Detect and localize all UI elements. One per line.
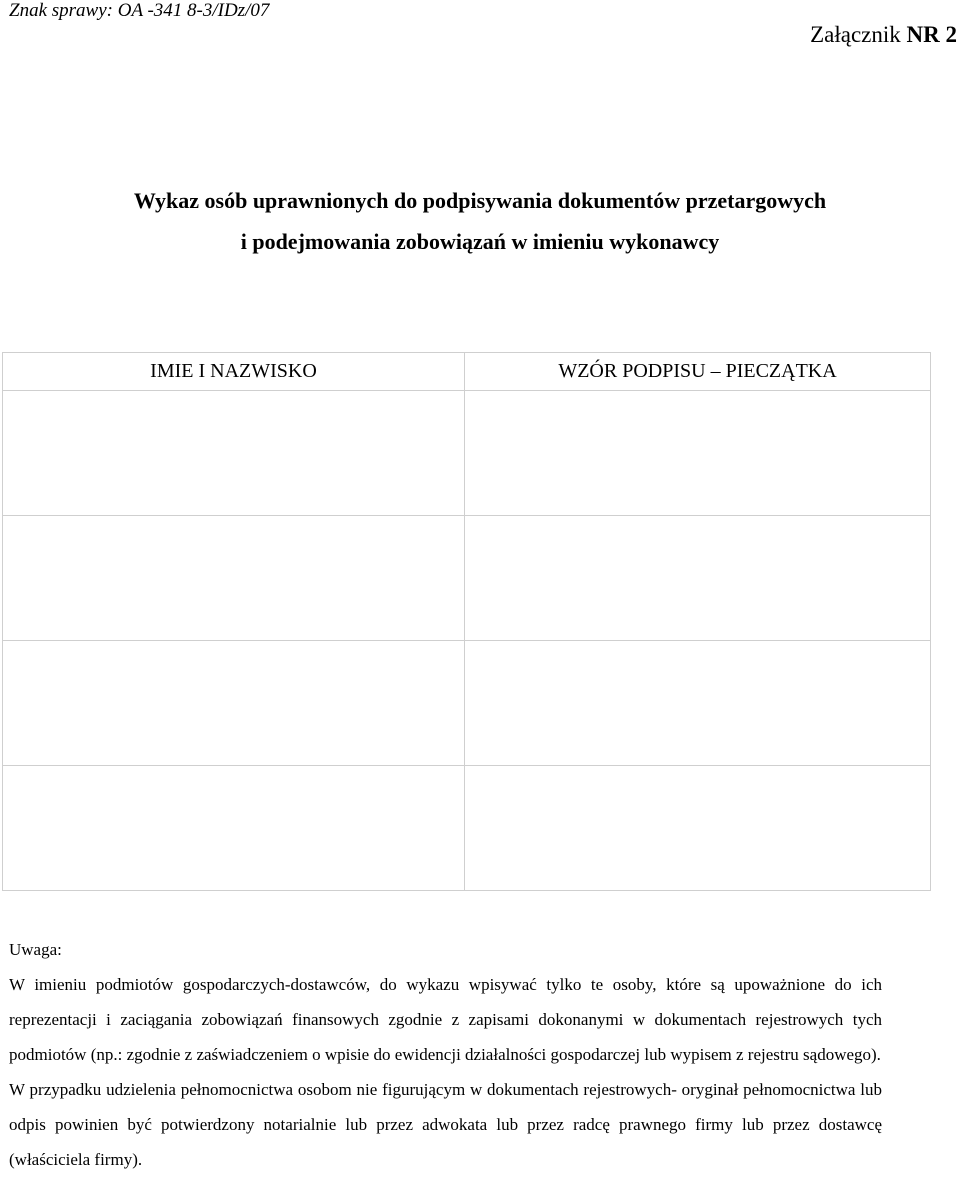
note-section: [9, 932, 882, 1177]
signature-cell[interactable]: [465, 641, 931, 766]
column-header-name: IMIE I NAZWISKO: [3, 353, 465, 391]
name-cell-value: [3, 641, 464, 765]
case-number: Znak sprawy: OA -341 8-3/IDz/07: [9, 0, 270, 21]
column-header-signature: WZÓR PODPISU – PIECZĄTKA: [465, 353, 931, 391]
attachment-label: [810, 22, 957, 48]
table-row: [3, 641, 931, 766]
signature-cell-value: [465, 766, 930, 890]
name-cell[interactable]: [3, 641, 465, 766]
table-header-row: [3, 353, 931, 391]
name-cell-value: [3, 766, 464, 890]
name-cell[interactable]: [3, 391, 465, 516]
signature-cell-value: [465, 516, 930, 640]
table-row: [3, 516, 931, 641]
signatories-table: [2, 352, 931, 891]
note-paragraph-1: W imieniu podmiotów gospodarczych-dostawców, do wykazu wpisywać tylko te osoby, które są upoważnione do ich reprezentacji i zaciągania zobowiązań finansowych zgodnie z zapisami dokonanymi w dokumentach rejestrowych tych podmiotów (np.: zgodnie z zaświadczeniem o wpisie do ewidencji działalności gospodarczej lub wypisem z rejestru sądowego).: [9, 975, 882, 1064]
name-cell[interactable]: [3, 516, 465, 641]
document-title-line-2: i podejmowania zobowiązań w imieniu wykonawcy: [240, 229, 720, 254]
note-heading: Uwaga:: [9, 940, 62, 959]
document-title-line-1: Wykaz osób uprawnionych do podpisywania dokumentów przetargowych: [133, 188, 827, 213]
signature-cell-value: [465, 391, 930, 515]
signature-cell[interactable]: [465, 766, 931, 891]
signature-cell[interactable]: [465, 516, 931, 641]
name-cell[interactable]: [3, 766, 465, 891]
table-row: [3, 391, 931, 516]
attachment-number: NR 2: [906, 22, 957, 47]
signature-cell[interactable]: [465, 391, 931, 516]
signature-cell-value: [465, 641, 930, 765]
name-cell-value: [3, 391, 464, 515]
name-cell-value: [3, 516, 464, 640]
table-row: [3, 766, 931, 891]
note-paragraph-2: W przypadku udzielenia pełnomocnictwa osobom nie figurującym w dokumentach rejestrowych- oryginał pełnomocnictwa lub odpis powinien być potwierdzony notarialnie lub przez adwokata lub przez radcę prawnego firmy lub przez dostawcę (właściciela firmy).: [9, 1080, 882, 1169]
attachment-word: Załącznik: [810, 22, 901, 47]
